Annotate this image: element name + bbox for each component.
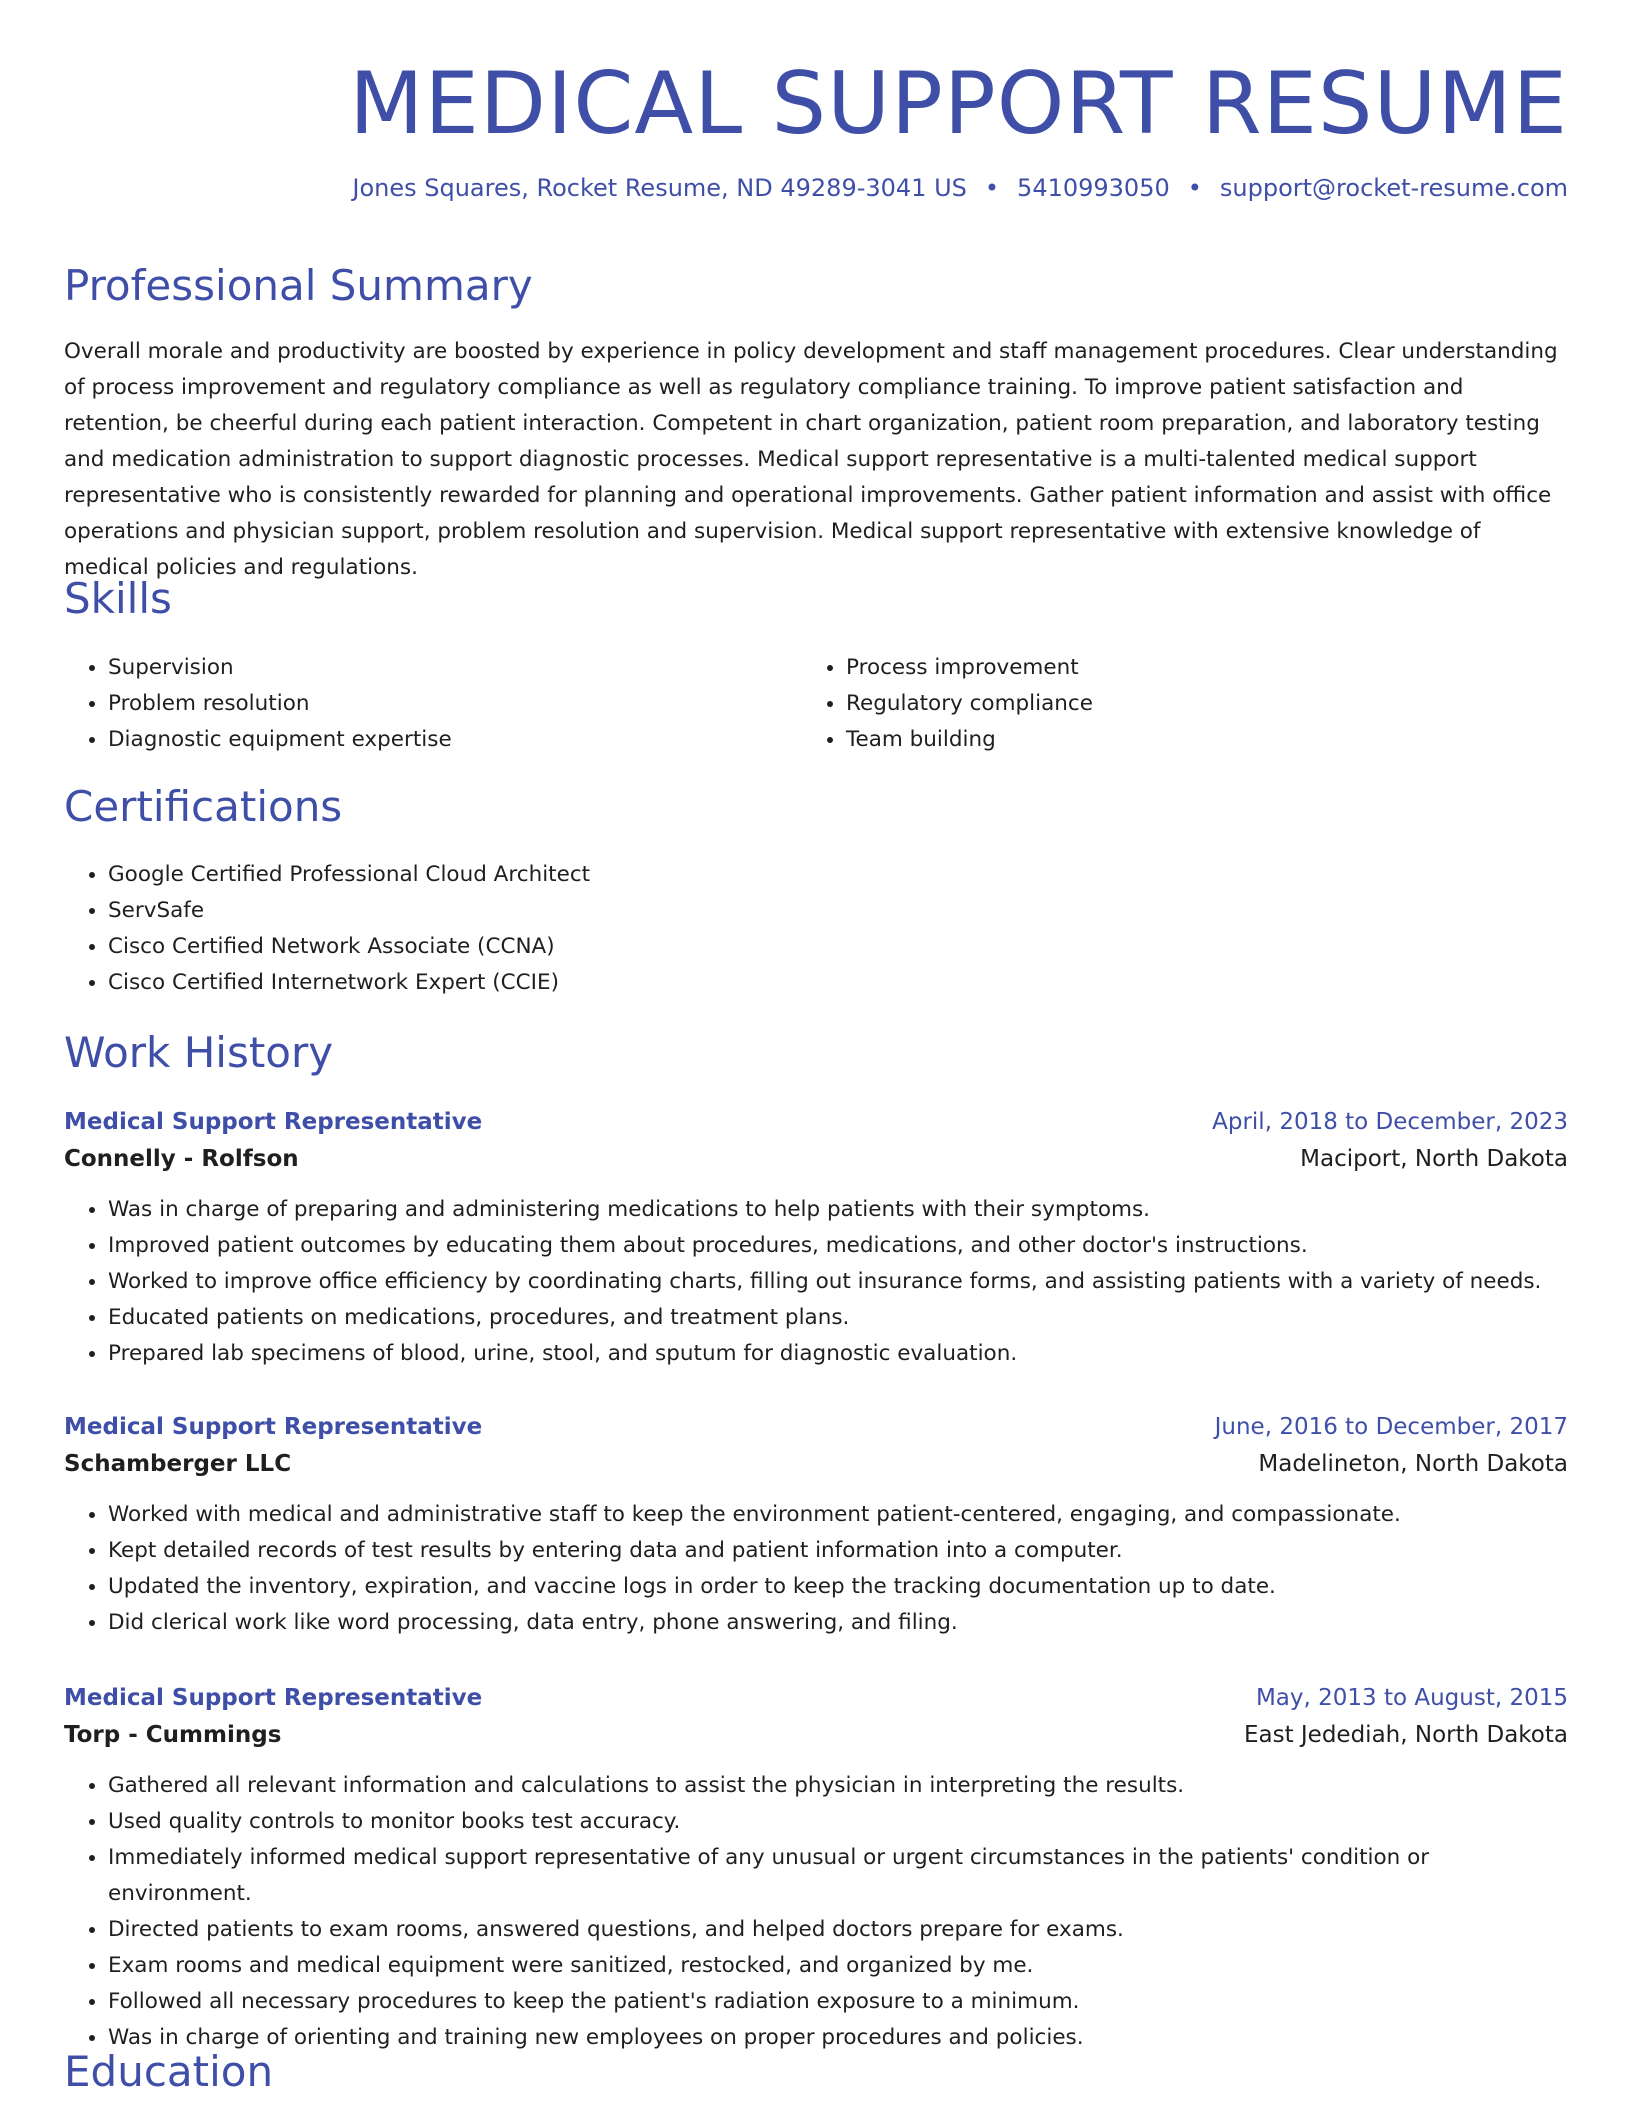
contact-phone: 5410993050 (1017, 174, 1170, 202)
skills-column-right (802, 650, 1542, 758)
skill-item: • Regulatory compliance (846, 686, 1542, 722)
section-title-skills: Skills (64, 574, 172, 623)
job-company: Connelly - Rolfson (64, 1146, 299, 1172)
skills-column-left (64, 650, 804, 758)
job-bullet: • Prepared lab specimens of blood, urine, stool, and sputum for diagnostic evaluation. (108, 1336, 1568, 1372)
certifications-list (64, 857, 1164, 1001)
job-bullet: • Worked with medical and administrative staff to keep the environment patient-centered, engaging, and compassionate. (108, 1497, 1568, 1533)
certification-item: • Cisco Certified Network Associate (CCNA) (108, 929, 1164, 965)
job-bullet: • Educated patients on medications, procedures, and treatment plans. (108, 1300, 1568, 1336)
contact-line (352, 174, 1568, 202)
job-location: Madelineton, North Dakota (1258, 1451, 1568, 1477)
job-bullet: • Followed all necessary procedures to keep the patient's radiation exposure to a minimum. (108, 1984, 1568, 2020)
certification-item: • Google Certified Professional Cloud Architect (108, 857, 1164, 893)
job-company: Schamberger LLC (64, 1451, 292, 1477)
job-location: Maciport, North Dakota (1300, 1146, 1568, 1172)
section-title-work-history: Work History (64, 1028, 334, 1077)
skill-item: • Supervision (108, 650, 804, 686)
job-title: Medical Support Representative (64, 1414, 483, 1440)
job-bullet: • Directed patients to exam rooms, answered questions, and helped doctors prepare for exams. (108, 1912, 1568, 1948)
job-dates: April, 2018 to December, 2023 (1212, 1109, 1568, 1135)
job-title: Medical Support Representative (64, 1109, 483, 1135)
job-title: Medical Support Representative (64, 1685, 483, 1711)
job-bullet: • Updated the inventory, expiration, and vaccine logs in order to keep the tracking documentation up to date. (108, 1569, 1568, 1605)
resume-title: MEDICAL SUPPORT RESUME (349, 54, 1568, 154)
job-dates: May, 2013 to August, 2015 (1255, 1685, 1568, 1711)
job-dates: June, 2016 to December, 2017 (1214, 1414, 1568, 1440)
job-entry (64, 1104, 1568, 1372)
job-location: East Jedediah, North Dakota (1243, 1722, 1568, 1748)
separator-dot: • (1187, 174, 1202, 202)
job-bullet: • Used quality controls to monitor books test accuracy. (108, 1804, 1568, 1840)
job-entry (64, 1680, 1568, 2056)
job-bullet: • Exam rooms and medical equipment were sanitized, restocked, and organized by me. (108, 1948, 1568, 1984)
job-bullet: • Gathered all relevant information and calculations to assist the physician in interpreting the results. (108, 1768, 1568, 1804)
job-bullet: • Worked to improve office efficiency by coordinating charts, filling out insurance forms, and assisting patients with a variety of needs. (108, 1264, 1568, 1300)
job-bullet: • Was in charge of orienting and training new employees on proper procedures and policies. (108, 2020, 1568, 2056)
contact-email[interactable]: support@rocket-resume.com (1219, 174, 1568, 202)
resume-page (64, 0, 1568, 2096)
job-company: Torp - Cummings (64, 1722, 282, 1748)
section-title-summary: Professional Summary (64, 261, 533, 310)
skill-item: • Diagnostic equipment expertise (108, 722, 804, 758)
summary-text: Overall morale and productivity are boosted by experience in policy development and staff management procedures. Clear understanding of process improvement and regulatory compliance as well as regulatory compliance training. To improve patient satisfaction and retention, be cheerful during each patient interaction. Competent in chart organization, patient room preparation, and laboratory testing and medication administration to support diagnostic processes. Medical support representative is a multi-talented medical support representative who is consistently rewarded for planning and operational improvements. Gather patient information and assist with office operations and physician support, problem resolution and supervision. Medical support representative with extensive knowledge of medical policies and regulations. (64, 339, 1558, 580)
job-entry (64, 1409, 1568, 1641)
job-bullet: • Immediately informed medical support representative of any unusual or urgent circumstances in the patients' condition or environment. (108, 1840, 1568, 1912)
skill-item: • Team building (846, 722, 1542, 758)
job-bullet: • Improved patient outcomes by educating them about procedures, medications, and other doctor's instructions. (108, 1228, 1568, 1264)
job-bullet: • Did clerical work like word processing, data entry, phone answering, and filing. (108, 1605, 1568, 1641)
section-title-education: Education (64, 2047, 274, 2096)
job-bullet: • Was in charge of preparing and administering medications to help patients with their symptoms. (108, 1192, 1568, 1228)
separator-dot: • (984, 174, 1000, 202)
section-title-certifications: Certifications (64, 782, 343, 831)
certification-item: • Cisco Certified Internetwork Expert (CCIE) (108, 965, 1164, 1001)
skill-item: • Problem resolution (108, 686, 804, 722)
certification-item: • ServSafe (108, 893, 1164, 929)
skill-item: • Process improvement (846, 650, 1542, 686)
job-bullet: • Kept detailed records of test results by entering data and patient information into a computer. (108, 1533, 1568, 1569)
contact-address: Jones Squares, Rocket Resume, ND 49289-3041 US (352, 174, 967, 202)
